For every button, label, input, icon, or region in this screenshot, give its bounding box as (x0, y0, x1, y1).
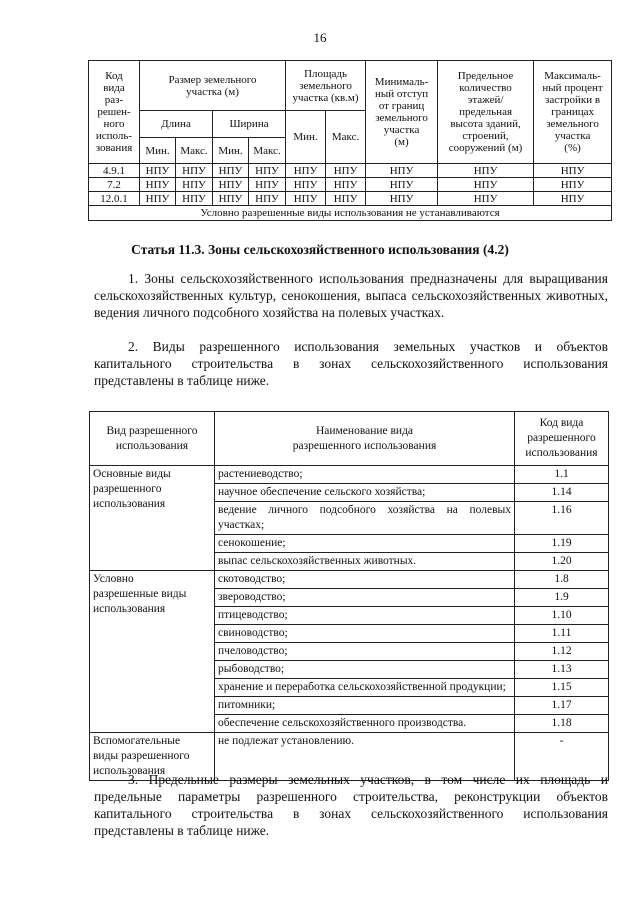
header-line: участка (м) (186, 85, 239, 98)
use-name: звероводство; (215, 589, 515, 607)
header-line: Минималь- (374, 76, 429, 88)
header-width: Ширина (213, 111, 286, 138)
header-line: участка (554, 130, 591, 142)
header-line: Площадь (304, 67, 347, 80)
header-line: количество (459, 82, 512, 94)
use-code: 1.19 (515, 535, 609, 553)
category-line: использования (93, 603, 166, 615)
header-line: разрешенного использования (292, 439, 437, 452)
row-code: 12.0.1 (89, 192, 140, 206)
use-code: 1.8 (515, 571, 609, 589)
header-line: (%) (564, 142, 581, 154)
row-value: НПУ (176, 192, 213, 206)
row-value: НПУ (286, 178, 326, 192)
header-percent (534, 61, 612, 164)
row-value: НПУ (213, 192, 249, 206)
use-code: 1.10 (515, 607, 609, 625)
header-area-max: Макс. (326, 111, 366, 164)
header-length-min: Мин. (140, 138, 176, 164)
page-number: 16 (313, 30, 327, 45)
header-line: использования (115, 439, 189, 452)
use-category (90, 466, 215, 571)
use-code: - (515, 733, 609, 781)
category-line: Условно (93, 573, 134, 585)
header-line: (м) (394, 136, 409, 148)
header-use-name (215, 412, 515, 466)
table-row (90, 571, 609, 589)
header-code (89, 61, 140, 164)
header-line: Код вида (539, 417, 584, 429)
category-line: использования (93, 498, 166, 510)
header-area (286, 61, 366, 111)
row-value: НПУ (534, 178, 612, 192)
land-use-table (89, 411, 609, 781)
header-line: высота зданий, (450, 118, 521, 130)
header-line: ного (103, 118, 125, 130)
row-value: НПУ (286, 192, 326, 206)
use-name: ведение личного подсобного хозяйства на полевых участках; (215, 502, 515, 535)
use-code: 1.1 (515, 466, 609, 484)
header-line: Вид разрешенного (106, 424, 198, 437)
use-name: свиноводство; (215, 625, 515, 643)
use-name: выпас сельскохозяйственных животных. (215, 553, 515, 571)
use-code: 1.9 (515, 589, 609, 607)
row-value: НПУ (176, 164, 213, 178)
header-floors (438, 61, 534, 164)
header-line: земельного (546, 118, 599, 130)
header-line: земельного (299, 79, 352, 92)
use-code: 1.13 (515, 661, 609, 679)
use-name: сенокошение; (215, 535, 515, 553)
table-row (89, 164, 612, 178)
header-line: этажей/ (467, 94, 504, 106)
category-line: разрешенные виды (93, 588, 187, 600)
header-size (140, 61, 286, 111)
parameters-table (88, 60, 612, 221)
paragraph-1: 1. Зоны сельскохозяйственного использования предназначены для выращивания сельскохозяйственных культур, сенокошения, выпаса сельскохозяйственных животных, ведения личного подсобного хозяйства на полевых участках. (94, 271, 608, 320)
row-value: НПУ (140, 178, 176, 192)
header-line: Размер земельного (168, 73, 257, 86)
use-name: птицеводство; (215, 607, 515, 625)
row-value: НПУ (366, 178, 438, 192)
use-code: 1.20 (515, 553, 609, 571)
use-code: 1.18 (515, 715, 609, 733)
header-line: ный отступ (374, 88, 429, 100)
row-value: НПУ (534, 164, 612, 178)
use-name: не подлежат установлению. (215, 733, 515, 781)
row-value: НПУ (326, 164, 366, 178)
table-row (89, 178, 612, 192)
use-name: скотоводство; (215, 571, 515, 589)
row-value: НПУ (438, 178, 534, 192)
header-line: Максималь- (544, 70, 601, 82)
row-value: НПУ (366, 192, 438, 206)
header-length-max: Макс. (176, 138, 213, 164)
header-line: строений, (462, 130, 509, 142)
header-line: решен- (97, 106, 131, 118)
row-value: НПУ (438, 164, 534, 178)
header-line: Предельное (457, 70, 514, 82)
row-value: НПУ (140, 164, 176, 178)
row-value: НПУ (249, 164, 286, 178)
use-name: обеспечение сельскохозяйственного производства. (215, 715, 515, 733)
row-value: НПУ (438, 192, 534, 206)
header-line: ный процент (542, 82, 603, 94)
row-code: 4.9.1 (89, 164, 140, 178)
header-line: зования (95, 142, 133, 154)
header-length: Длина (140, 111, 213, 138)
row-value: НПУ (176, 178, 213, 192)
category-line: Основные виды (93, 468, 171, 480)
row-value: НПУ (326, 178, 366, 192)
category-line: виды разрешенного (93, 750, 190, 762)
header-line: раз- (104, 94, 124, 106)
table-footer-note: Условно разрешенные виды использования не устанавливаются (89, 206, 612, 221)
table-row (89, 192, 612, 206)
use-category (90, 571, 215, 733)
header-line: использования (525, 447, 598, 459)
header-line: участка (кв.м) (292, 91, 359, 104)
row-value: НПУ (249, 178, 286, 192)
table-row (90, 466, 609, 484)
header-line: земельного (375, 112, 428, 124)
row-value: НПУ (213, 164, 249, 178)
row-value: НПУ (213, 178, 249, 192)
header-line: предельная (459, 106, 513, 118)
use-name: рыбоводство; (215, 661, 515, 679)
category-line: разрешенного (93, 483, 162, 495)
row-value: НПУ (286, 164, 326, 178)
header-line: вида (103, 82, 125, 94)
use-name: питомники; (215, 697, 515, 715)
header-line: застройки в (544, 94, 601, 106)
row-value: НПУ (140, 192, 176, 206)
row-value: НПУ (534, 192, 612, 206)
use-name: научное обеспечение сельского хозяйства; (215, 484, 515, 502)
use-name: растениеводство; (215, 466, 515, 484)
use-code: 1.14 (515, 484, 609, 502)
row-value: НПУ (326, 192, 366, 206)
use-code: 1.12 (515, 643, 609, 661)
row-value: НПУ (249, 192, 286, 206)
header-line: исполь- (95, 130, 133, 142)
category-line: использования (93, 765, 166, 777)
paragraph-3: 3. Предельные размеры земельных участков, в том числе их площадь и предельные параметры разрешенного строительства, реконструкции объектов капитального строительства в зонах сельскохозяйственного использования представлены в таблице ниже. (94, 772, 608, 838)
paragraph-2: 2. Виды разрешенного использования земельных участков и объектов капитального строительства в зонах сельскохозяйственного использования представлены в таблице ниже. (94, 339, 608, 388)
use-name: хранение и переработка сельскохозяйственной продукции; (215, 679, 515, 697)
header-use-code (515, 412, 609, 466)
use-code: 1.16 (515, 502, 609, 535)
header-use-type (90, 412, 215, 466)
use-code: 1.17 (515, 697, 609, 715)
use-code: 1.15 (515, 679, 609, 697)
row-value: НПУ (366, 164, 438, 178)
header-width-min: Мин. (213, 138, 249, 164)
header-line: от границ (378, 100, 425, 112)
header-line: Код (105, 70, 123, 82)
header-line: участка (383, 124, 420, 136)
header-line: сооружений (м) (448, 142, 523, 154)
header-line: Наименование вида (315, 424, 414, 437)
header-offset (366, 61, 438, 164)
category-line: Вспомогательные (93, 735, 181, 747)
row-code: 7.2 (89, 178, 140, 192)
header-line: границах (551, 106, 595, 118)
header-area-min: Мин. (286, 111, 326, 164)
section-heading: Статья 11.3. Зоны сельскохозяйственного использования (4.2) (131, 242, 509, 257)
header-line: разрешенного (527, 432, 596, 444)
use-name: пчеловодство; (215, 643, 515, 661)
use-code: 1.11 (515, 625, 609, 643)
header-width-max: Макс. (249, 138, 286, 164)
